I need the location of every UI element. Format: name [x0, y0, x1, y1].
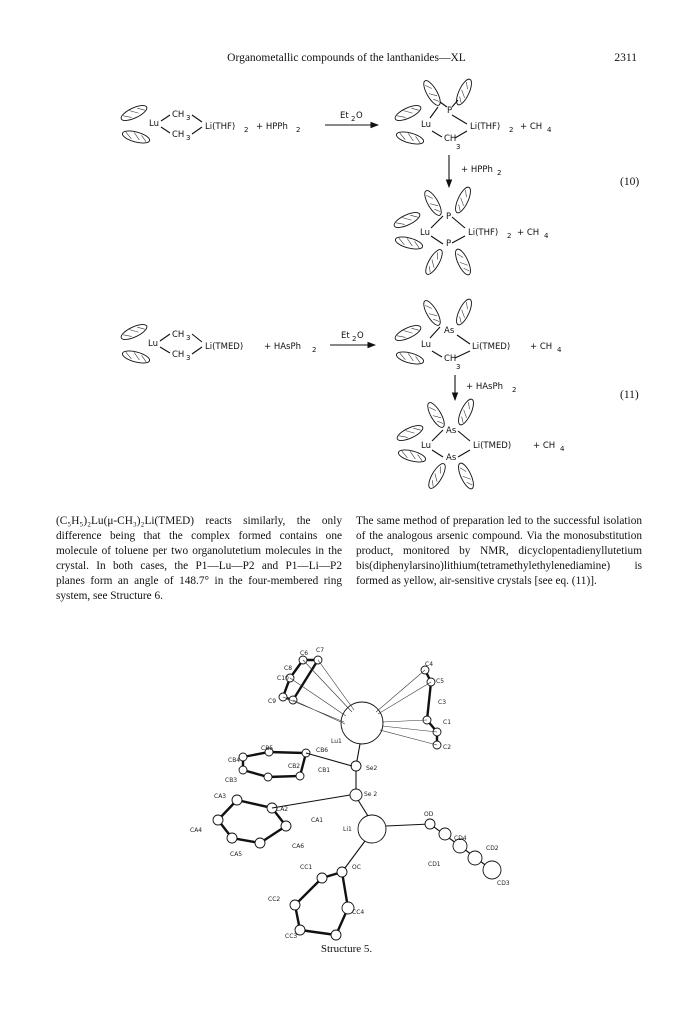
atom-label: Lu1 [331, 738, 342, 745]
subscript: 2 [352, 335, 357, 343]
solvent-tail: O [356, 111, 363, 121]
atom-label: CB4 [228, 757, 241, 764]
running-title: Organometallic compounds of the lanthanides—XL [227, 52, 466, 64]
atom-label: Lu [421, 340, 431, 350]
atom-label: CB3 [225, 777, 238, 784]
atom-label: C2 [443, 744, 452, 751]
atom-label: Se 2 [364, 791, 378, 798]
body-right-column: The same method of preparation led to the successful isolation of the analogous arsenic compound. Via the monosubstitution product, monitored by NMR, dicyclopentadienyllutetium bis(diphenylarsino)lithium(tetramethylethylenediamine) is formed as yellow, air-sensitive crystals [see eq. (11)]. [356, 515, 642, 588]
atom-label: As [446, 426, 457, 436]
atom-label: CC4 [352, 909, 365, 916]
atom-label: Lu [149, 119, 159, 129]
equation-number: (11) [620, 389, 639, 401]
subscript: 2 [296, 126, 301, 134]
atom-label: CD3 [497, 880, 510, 887]
atom-label: CB6 [316, 747, 329, 754]
atom-label: 3 [186, 354, 191, 362]
atom-label: As [444, 326, 455, 336]
subscript: 2 [244, 126, 249, 134]
lithium-tmed-label: Li(TMED) [472, 342, 511, 352]
subscript: 4 [557, 346, 562, 354]
atom-label: 3 [186, 114, 191, 122]
byproduct-label: + CH [533, 441, 556, 451]
atom-label: 3 [186, 334, 191, 342]
reactant-lu-dimethyl-thf [119, 103, 300, 146]
reagent-label: + HPPh [256, 122, 288, 132]
atom-label: C8 [284, 665, 293, 672]
solvent-label: Et [340, 111, 349, 121]
subscript: 4 [547, 126, 552, 134]
atom-label: C4 [425, 661, 434, 668]
atom-label: C7 [316, 647, 325, 654]
atom-label: CB5 [261, 745, 274, 752]
lithium-thf-label: Li(THF) [468, 228, 499, 238]
atom-label: CA3 [214, 793, 227, 800]
product-monophosphido [393, 77, 552, 151]
atom-label: C5 [436, 678, 445, 685]
atom-label: C9 [268, 698, 277, 705]
scheme-10 [119, 77, 639, 277]
atom-label: P [447, 106, 453, 116]
atom-label: 3 [186, 134, 191, 142]
atom-label: CA2 [276, 806, 289, 813]
atom-label: CD2 [486, 845, 499, 852]
structure-5-diagram [190, 647, 510, 940]
structure-caption: Structure 5. [320, 943, 373, 955]
atom-label: CB2 [288, 763, 301, 770]
subscript: 2 [512, 386, 517, 394]
subscript: 2 [509, 126, 514, 134]
scheme-11 [119, 297, 639, 491]
atom-label: CB1 [318, 767, 331, 774]
lithium-tmed-label: Li(TMED) [205, 342, 244, 352]
product-monoarsenido [393, 297, 562, 371]
subscript: 2 [507, 232, 512, 240]
product-bisphosphido [392, 185, 549, 277]
byproduct-label: + CH [520, 122, 543, 132]
atom-label: CH [172, 110, 185, 120]
reagent-label: + HPPh [461, 165, 493, 175]
atom-label: C3 [438, 699, 447, 706]
subscript: 4 [544, 232, 549, 240]
atom-label: CD4 [454, 835, 467, 842]
lithium-tmed-label: Li(TMED) [473, 441, 512, 451]
subscript: 4 [560, 445, 565, 453]
atom-label: CH [444, 354, 457, 364]
atom-label: Lu [421, 441, 431, 451]
atom-label: Lu [148, 339, 158, 349]
atom-label: CD1 [428, 861, 441, 868]
reagent-label: + HAsPh [466, 382, 503, 392]
atom-label: CH [444, 134, 457, 144]
lithium-thf-label: Li(THF) [470, 122, 501, 132]
atom-label: CA6 [292, 843, 305, 850]
atom-label: CA1 [311, 817, 324, 824]
byproduct-label: + CH [517, 228, 540, 238]
atom-label: OC [352, 864, 361, 871]
atom-label: As [446, 453, 457, 463]
atom-label: CH [172, 330, 185, 340]
atom-label: 3 [456, 363, 461, 371]
atom-label: P [446, 212, 452, 222]
atom-label: CH [172, 130, 185, 140]
solvent-label: Et [341, 331, 350, 341]
lu-atom [341, 702, 383, 744]
byproduct-label: + CH [530, 342, 553, 352]
atom-label: CC2 [268, 896, 281, 903]
subscript: 2 [497, 169, 502, 177]
atom-label: P [446, 239, 452, 249]
atom-label: CA5 [230, 851, 243, 858]
reagent-label: + HAsPh [264, 342, 301, 352]
atom-label: C6 [300, 650, 309, 657]
page-number: 2311 [614, 52, 637, 64]
atom-label: Lu [421, 120, 431, 130]
atom-label: C1 [443, 719, 452, 726]
atom-label: CH [172, 350, 185, 360]
body-left-column: (C₅H₅)₂Lu(μ-CH₃)₂Li(TMED) reacts similarly, the only difference being that the complex formed contains one molecule of toluene per two organolutetium molecules in the crystal. In both cases, the P1—Lu—P2 and P1—Li—P2 planes form an angle of 148.7° in the four-membered ring system, see Structure 6. [56, 515, 342, 603]
equation-number: (10) [620, 176, 640, 188]
atom-label: Lu [420, 228, 430, 238]
lithium-thf-label: Li(THF) [205, 122, 236, 132]
reactant-lu-dimethyl-tmed [119, 322, 316, 366]
subscript: 2 [312, 346, 317, 354]
atom-label: CA4 [190, 827, 203, 834]
atom-label: CC1 [300, 864, 313, 871]
solvent-tail: O [357, 331, 364, 341]
atom-label: 3 [456, 143, 461, 151]
li-atom [358, 815, 386, 843]
atom-label: Se2 [366, 765, 378, 772]
product-bisarsenido [395, 397, 565, 491]
atom-label: Li1 [343, 826, 352, 833]
atom-label: C10 [277, 675, 289, 682]
atom-label: OD [424, 811, 434, 818]
subscript: 2 [351, 115, 356, 123]
atom-label: CC3 [285, 933, 298, 940]
